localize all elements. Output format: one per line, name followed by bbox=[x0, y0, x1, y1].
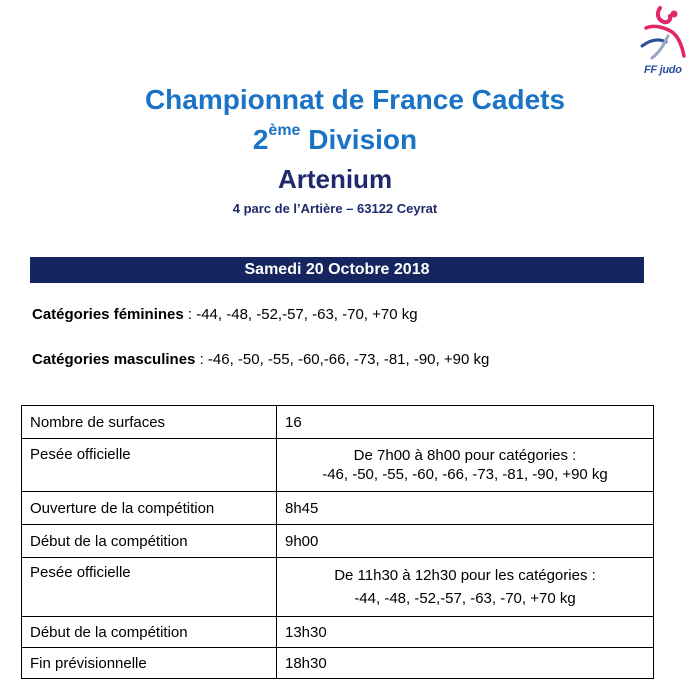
male-categories-label: Catégories masculines bbox=[32, 351, 196, 368]
division-suffix: ème bbox=[268, 122, 301, 139]
row-label: Nombre de surfaces bbox=[22, 406, 277, 439]
row-value: 13h30 bbox=[277, 617, 654, 648]
row-value-line: De 11h30 à 12h30 pour les catégories : bbox=[334, 567, 596, 584]
schedule-table bbox=[21, 405, 654, 679]
table-row bbox=[22, 558, 654, 617]
row-label: Ouverture de la compétition bbox=[22, 492, 277, 525]
row-value-line: -46, -50, -55, -60, -66, -73, -81, -90, +90 kg bbox=[322, 466, 608, 483]
row-value bbox=[277, 439, 654, 492]
division-word: Division bbox=[300, 124, 418, 155]
row-value: 16 bbox=[277, 406, 654, 439]
female-categories bbox=[32, 306, 418, 323]
venue-name: Artenium bbox=[277, 164, 393, 194]
male-categories bbox=[32, 351, 489, 368]
row-value: 9h00 bbox=[277, 525, 654, 558]
row-value: 8h45 bbox=[277, 492, 654, 525]
ff-judo-logo bbox=[638, 6, 690, 62]
division-number: 2 bbox=[252, 124, 269, 155]
row-label: Pesée officielle bbox=[22, 558, 277, 617]
row-label: Début de la compétition bbox=[22, 525, 277, 558]
venue-address: 4 parc de l’Artière – 63122 Ceyrat bbox=[232, 201, 438, 216]
table-row bbox=[22, 492, 654, 525]
table-row bbox=[22, 648, 654, 679]
row-label: Fin prévisionnelle bbox=[22, 648, 277, 679]
logo-text: FF judo bbox=[644, 64, 682, 76]
table-row bbox=[22, 617, 654, 648]
row-value bbox=[277, 558, 654, 617]
date-banner: Samedi 20 Octobre 2018 bbox=[30, 257, 644, 283]
row-label: Début de la compétition bbox=[22, 617, 277, 648]
female-categories-label: Catégories féminines bbox=[32, 306, 184, 323]
table-row bbox=[22, 525, 654, 558]
page-title: Championnat de France Cadets bbox=[144, 84, 566, 115]
table-row bbox=[22, 406, 654, 439]
row-value-line: De 7h00 à 8h00 pour catégories : bbox=[353, 447, 577, 464]
row-label: Pesée officielle bbox=[22, 439, 277, 492]
female-categories-values: : -44, -48, -52,-57, -63, -70, +70 kg bbox=[183, 306, 418, 323]
table-row bbox=[22, 439, 654, 492]
male-categories-values: : -46, -50, -55, -60,-66, -73, -81, -90, +90 kg bbox=[195, 351, 490, 368]
page-subtitle bbox=[100, 124, 570, 156]
row-value: 18h30 bbox=[277, 648, 654, 679]
row-value-line: -44, -48, -52,-57, -63, -70, +70 kg bbox=[354, 590, 576, 607]
